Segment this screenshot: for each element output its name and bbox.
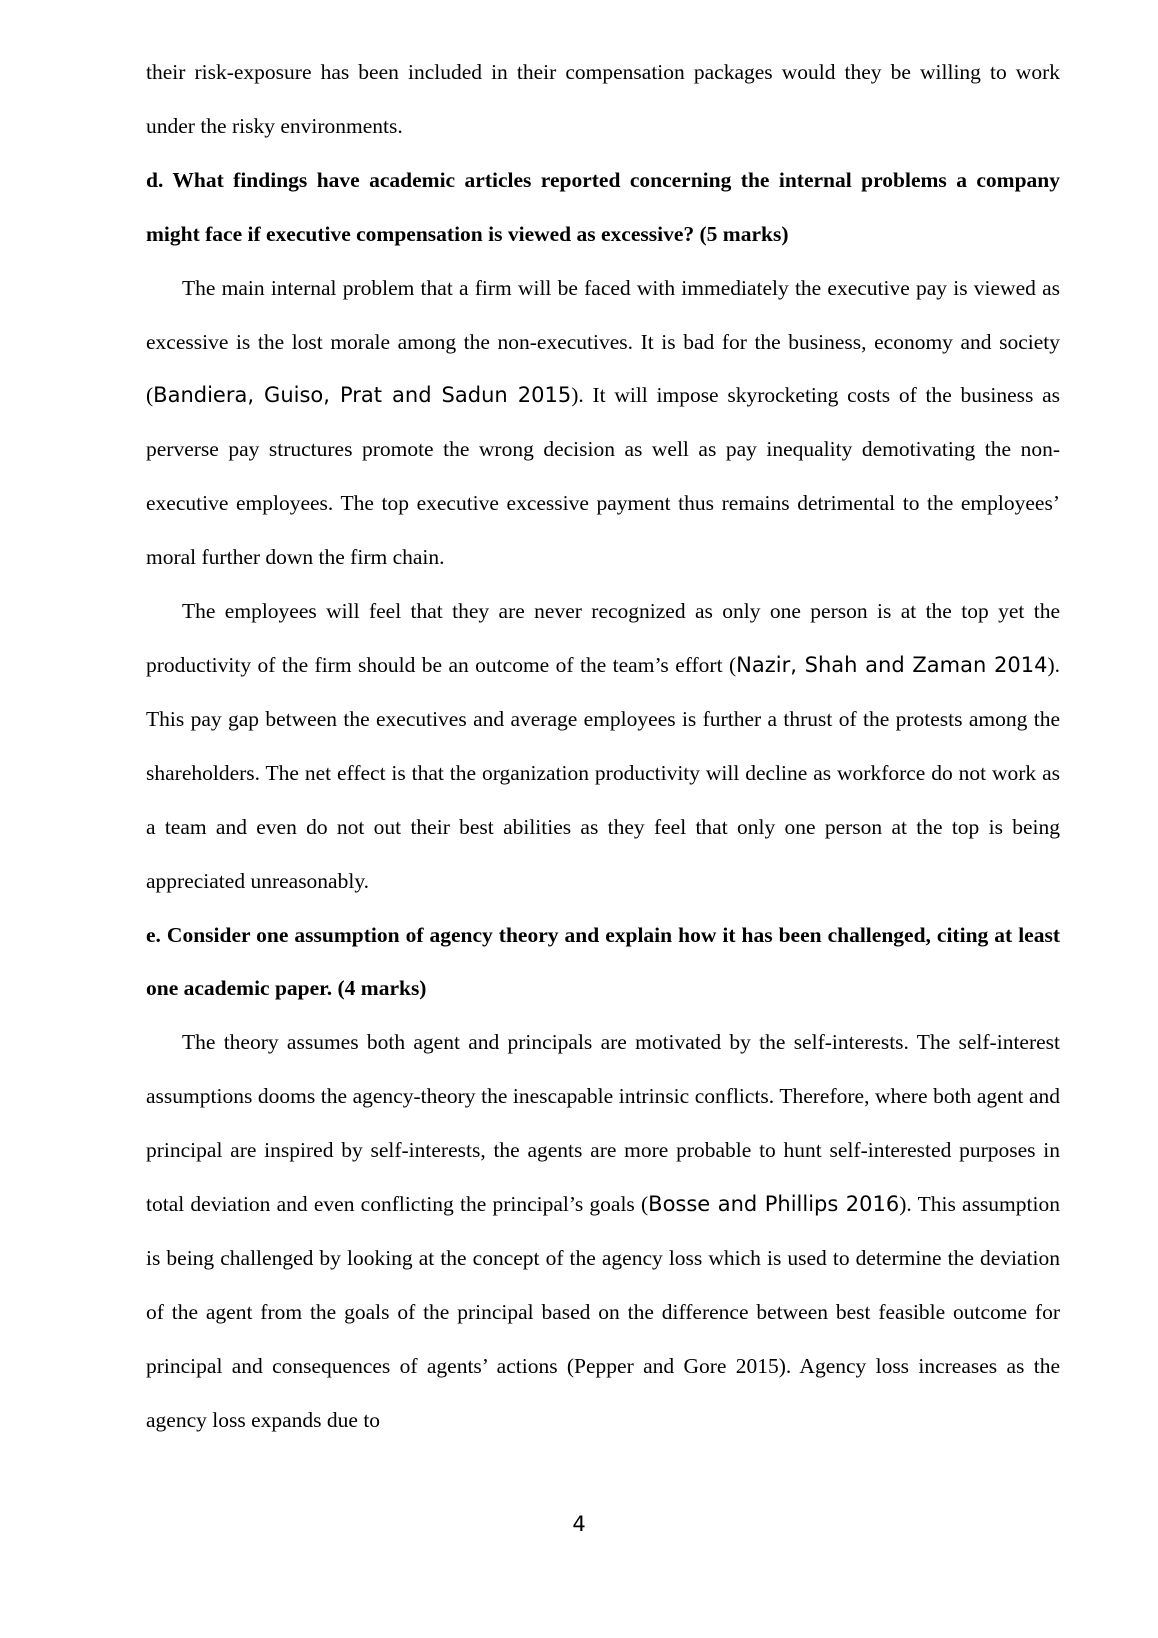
paragraph-agency-theory	[146, 1016, 1060, 1447]
paragraph-employees	[146, 585, 1060, 908]
citation: Bosse and Phillips 2016	[648, 1192, 900, 1217]
question-heading-e: e. Consider one assumption of agency theory and explain how it has been challenged, citing at least one academic paper. (4 marks)	[146, 922, 1060, 1001]
paragraph-text: ). It will impose skyrocketing costs of the business as perverse pay structures promote the wrong decision as well as pay inequality demotivating the non-executive employees. The top executive excessive payment thus remains detrimental to the employees’ moral further down the firm chain.	[146, 383, 1060, 570]
citation: Nazir, Shah and Zaman 2014	[736, 652, 1048, 677]
paragraph-continuation: their risk-exposure has been included in their compensation packages would they be willing to work under the risky environments.	[146, 60, 1060, 138]
paragraph-text: The main internal problem that a firm will be faced with immediately the executive pay is viewed as excessive is the lost morale among the non-executives. It is bad for the business, economy and society (	[146, 275, 1060, 408]
paragraph-text: ). This pay gap between the executives and average employees is further a thrust of the protests among the shareholders. The net effect is that the organization productivity will decline as workforce do not work as a team and even do not out their best abilities as they feel that only one person at the top is being appreciated unreasonably.	[146, 652, 1061, 893]
citation: Bandiera, Guiso, Prat and Sadun 2015	[153, 383, 572, 408]
paragraph-text: The employees will feel that they are never recognized as only one person is at the top yet the productivity of the firm should be an outcome of the team’s effort (	[146, 599, 1060, 677]
body-text	[146, 46, 1060, 1448]
paragraph-internal-problems	[146, 262, 1060, 585]
paragraph-text: ). This assumption is being challenged by looking at the concept of the agency loss which is used to determine the deviation of the agent from the goals of the principal based on the difference between best feasible outcome for principal and consequences of agents’ actions (Pepper and Gore 2015). Agency loss increases as the agency loss expands due to	[146, 1192, 1060, 1432]
page-number: 4	[572, 1512, 586, 1536]
question-heading-d: d. What findings have academic articles reported concerning the internal problems a company might face if executive compensation is viewed as excessive? (5 marks)	[146, 167, 1060, 246]
paragraph-text: The theory assumes both agent and principals are motivated by the self-interests. The self-interest assumptions dooms the agency-theory the inescapable intrinsic conflicts. Therefore, where both agent and principal are inspired by self-interests, the agents are more probable to hunt self-interested purposes in total deviation and even conflicting the principal’s goals (	[146, 1030, 1060, 1217]
